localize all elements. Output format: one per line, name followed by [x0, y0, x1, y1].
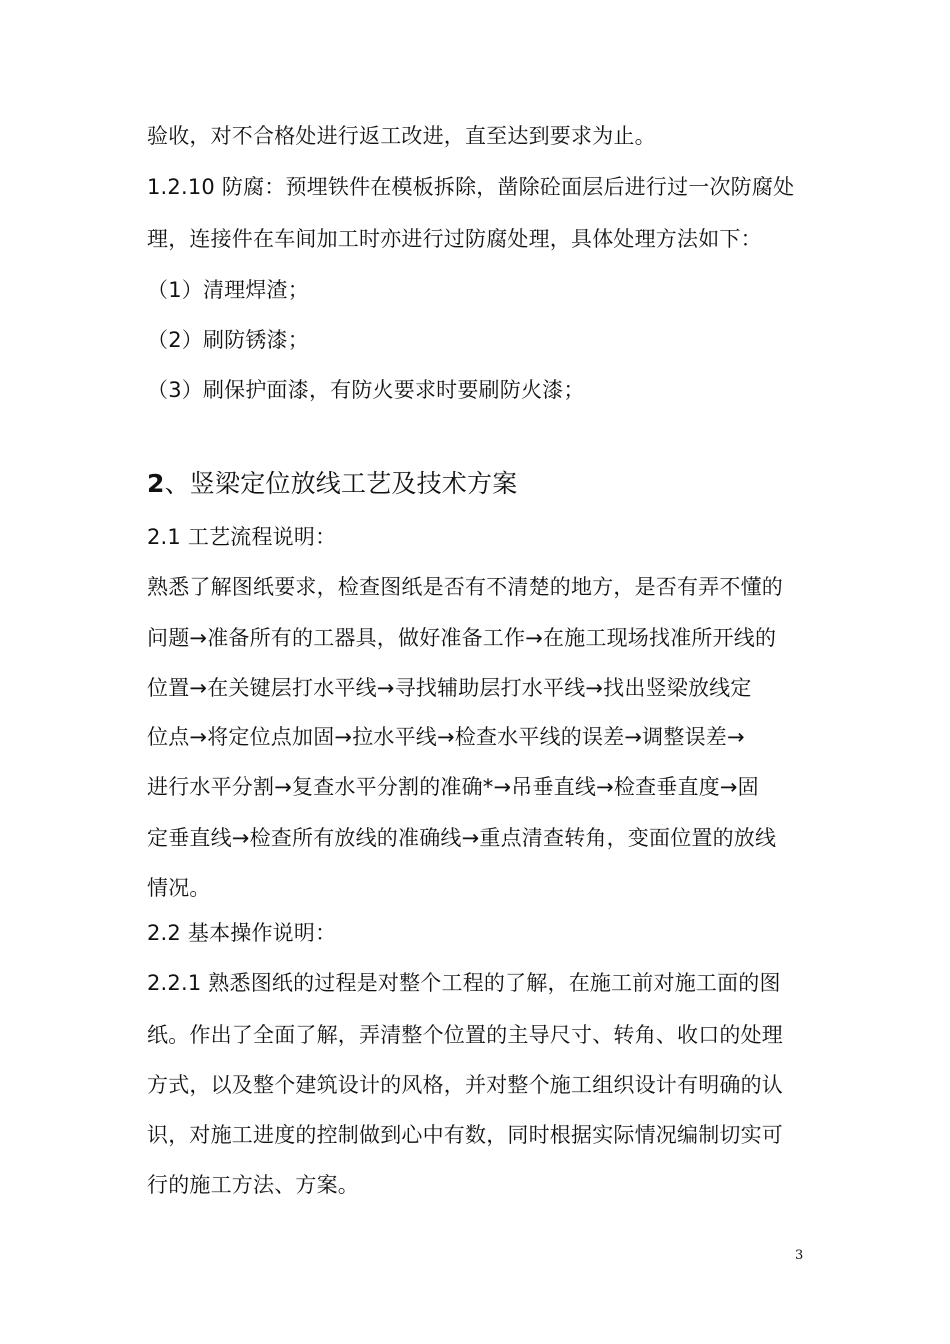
body-line: 识，对施工进度的控制做到心中有数，同时根据实际情况编制切实可: [147, 1123, 783, 1147]
body-line: 问题→准备所有的工器具，做好准备工作→在施工现场找准所开线的: [147, 626, 777, 650]
body-line: 2.2.1 熟悉图纸的过程是对整个工程的了解，在施工前对施工面的图: [147, 971, 781, 995]
list-item: （2）刷防锈漆；: [147, 328, 309, 352]
page-number: 3: [795, 1248, 804, 1263]
section-heading-text: 、竖梁定位放线工艺及技术方案: [164, 469, 518, 498]
body-line: 行的施工方法、方案。: [147, 1173, 359, 1197]
subsection-title: 2.1 工艺流程说明：: [147, 525, 337, 549]
body-line: 方式，以及整个建筑设计的风格，并对整个施工组织设计有明确的认: [147, 1073, 783, 1097]
body-line: 位点→将定位点加固→拉水平线→检查水平线的误差→调整误差→: [147, 725, 745, 749]
subsection-title: 2.2 基本操作说明：: [147, 921, 337, 945]
body-line: 理，连接件在车间加工时亦进行过防腐处理，具体处理方法如下：: [147, 227, 762, 251]
section-heading-number: 2: [147, 469, 165, 498]
body-line: 熟悉了解图纸要求，检查图纸是否有不清楚的地方，是否有弄不懂的: [147, 575, 783, 599]
body-line: 情况。: [147, 876, 211, 900]
section-heading: [147, 464, 812, 500]
list-item: （1）清理焊渣；: [147, 278, 309, 302]
body-line: 纸。作出了全面了解，弄清整个位置的主导尺寸、转角、收口的处理: [147, 1023, 783, 1047]
body-line: 定垂直线→检查所有放线的准确线→重点清查转角，变面位置的放线: [147, 826, 777, 850]
body-line: 验收，对不合格处进行返工改进，直至达到要求为止。: [147, 124, 656, 148]
body-line: 进行水平分割→复查水平分割的准确*→吊垂直线→检查垂直度→固: [147, 775, 759, 799]
body-line: 1.2.10 防腐：预埋铁件在模板拆除，凿除砼面层后进行过一次防腐处: [147, 175, 795, 199]
body-line: 位置→在关键层打水平线→寻找辅助层打水平线→找出竖梁放线定: [147, 676, 752, 700]
list-item: （3）刷保护面漆，有防火要求时要刷防火漆；: [147, 378, 585, 402]
